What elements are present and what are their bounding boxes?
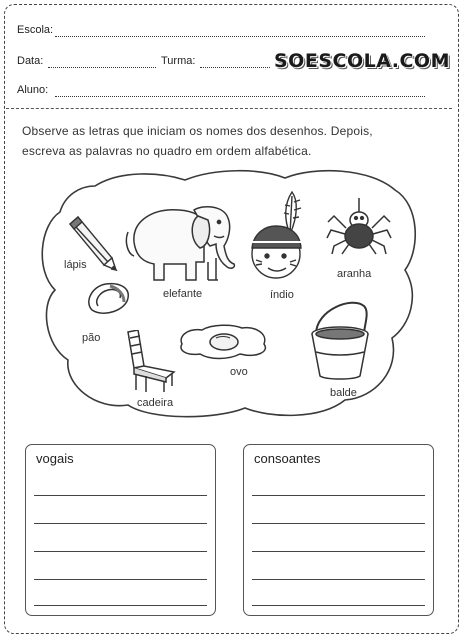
spider-icon <box>326 198 392 256</box>
vowels-answer-line[interactable] <box>34 605 207 606</box>
school-label: Escola: <box>17 24 54 36</box>
consonants-answer-line[interactable] <box>252 579 425 580</box>
bread-icon <box>84 280 132 320</box>
word-cadeira: cadeira <box>137 397 174 409</box>
chair-icon <box>124 330 182 394</box>
elephant-icon <box>124 202 238 284</box>
consonants-answer-line[interactable] <box>252 523 425 524</box>
vowels-answer-line[interactable] <box>34 551 207 552</box>
word-indio: índio <box>270 289 294 301</box>
consonants-answer-line[interactable] <box>252 551 425 552</box>
consonants-box <box>243 444 434 616</box>
vowels-title: vogais <box>36 451 74 466</box>
word-elefante: elefante <box>163 288 203 300</box>
word-lapis: lápis <box>64 259 87 271</box>
word-ovo: ovo <box>230 366 248 378</box>
bucket-icon <box>306 296 376 382</box>
site-logo: SOESCOLA.COM <box>274 50 450 72</box>
fried-egg-icon <box>176 322 272 362</box>
consonants-answer-line[interactable] <box>252 495 425 496</box>
student-label: Aluno: <box>17 84 49 96</box>
vowels-answer-line[interactable] <box>34 579 207 580</box>
vowels-answer-line[interactable] <box>34 495 207 496</box>
indian-boy-icon <box>244 190 310 286</box>
consonants-title: consoantes <box>254 451 321 466</box>
word-pao: pão <box>82 332 101 344</box>
vowels-box <box>25 444 216 616</box>
date-label: Data: <box>17 55 44 67</box>
instruction-line-2: escreva as palavras no quadro em ordem alfabética. <box>22 144 312 158</box>
vowels-answer-line[interactable] <box>34 523 207 524</box>
word-balde: balde <box>330 387 357 399</box>
class-label: Turma: <box>161 55 196 67</box>
word-aranha: aranha <box>337 268 372 280</box>
instruction-line-1: Observe as letras que iniciam os nomes dos desenhos. Depois, <box>22 124 373 138</box>
consonants-answer-line[interactable] <box>252 605 425 606</box>
